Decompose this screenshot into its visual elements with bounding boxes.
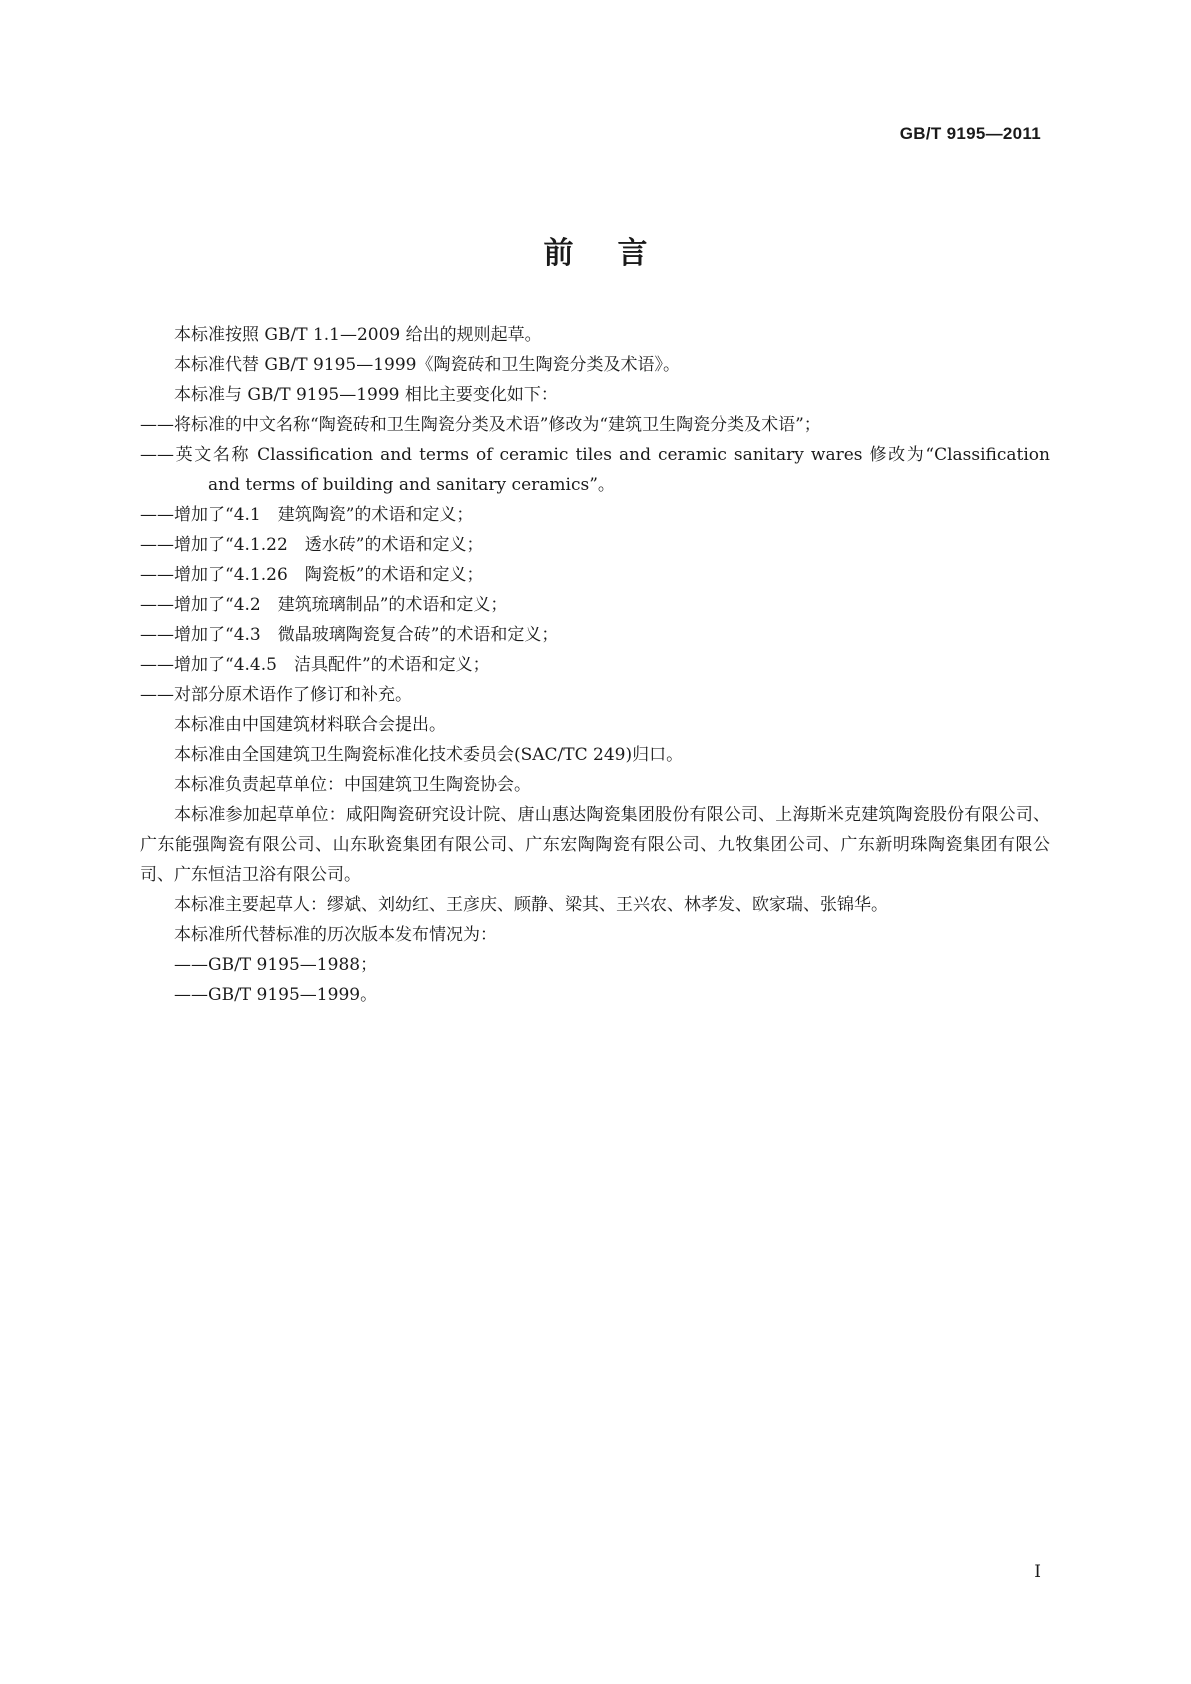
change-item: ——增加了“4.4.5 洁具配件”的术语和定义； [140,655,490,675]
history-item: ——GB/T 9195—1999。 [174,985,378,1005]
paragraph-drafting-unit: 本标准负责起草单位：中国建筑卫生陶瓷协会。 [174,775,531,795]
history-item: ——GB/T 9195—1988； [174,955,378,975]
history-list [140,950,1050,1010]
change-item: ——将标准的中文名称“陶瓷砖和卫生陶瓷分类及术语”修改为“建筑卫生陶瓷分类及术语”； [140,415,821,435]
page-title: 前言 [543,236,692,271]
paragraph-drafting-rules: 本标准按照 GB/T 1.1—2009 给出的规则起草。 [174,325,542,345]
paragraph-drafters: 本标准主要起草人：缪斌、刘幼红、王彦庆、顾静、梁其、王兴农、林孝发、欧家瑞、张锦华。 [174,895,888,915]
foreword-body [140,320,1050,1010]
change-item: ——增加了“4.2 建筑琉璃制品”的术语和定义； [140,595,508,615]
paragraph-changes-intro: 本标准与 GB/T 9195—1999 相比主要变化如下： [174,385,558,405]
change-item: ——增加了“4.1 建筑陶瓷”的术语和定义； [140,505,474,525]
change-item: ——英文名称 Classification and terms of ceramic tiles and ceramic sanitary wares 修改为“Classification and terms of building and sanitary ceramics”。 [140,445,1050,495]
change-item: ——增加了“4.1.22 透水砖”的术语和定义； [140,535,484,555]
paragraph-replaces: 本标准代替 GB/T 9195—1999《陶瓷砖和卫生陶瓷分类及术语》。 [174,355,680,375]
paragraph-history-intro: 本标准所代替标准的历次版本发布情况为： [174,925,497,945]
changes-list [140,410,1050,710]
change-item: ——增加了“4.1.26 陶瓷板”的术语和定义； [140,565,484,585]
paragraph-proposed-by: 本标准由中国建筑材料联合会提出。 [174,715,446,735]
paragraph-participating-units: 本标准参加起草单位：咸阳陶瓷研究设计院、唐山惠达陶瓷集团股份有限公司、上海斯米克建筑陶瓷股份有限公司、广东能强陶瓷有限公司、山东耿瓷集团有限公司、广东宏陶陶瓷有限公司、九牧集团公司、广东新明珠陶瓷集团有限公司、广东恒洁卫浴有限公司。 [140,805,1050,885]
change-item: ——增加了“4.3 微晶玻璃陶瓷复合砖”的术语和定义； [140,625,559,645]
standard-code: GB/T 9195—2011 [899,124,1041,143]
change-item: ——对部分原术语作了修订和补充。 [140,685,412,705]
page-number: I [1034,1562,1041,1582]
paragraph-managed-by: 本标准由全国建筑卫生陶瓷标准化技术委员会(SAC/TC 249)归口。 [174,745,684,765]
